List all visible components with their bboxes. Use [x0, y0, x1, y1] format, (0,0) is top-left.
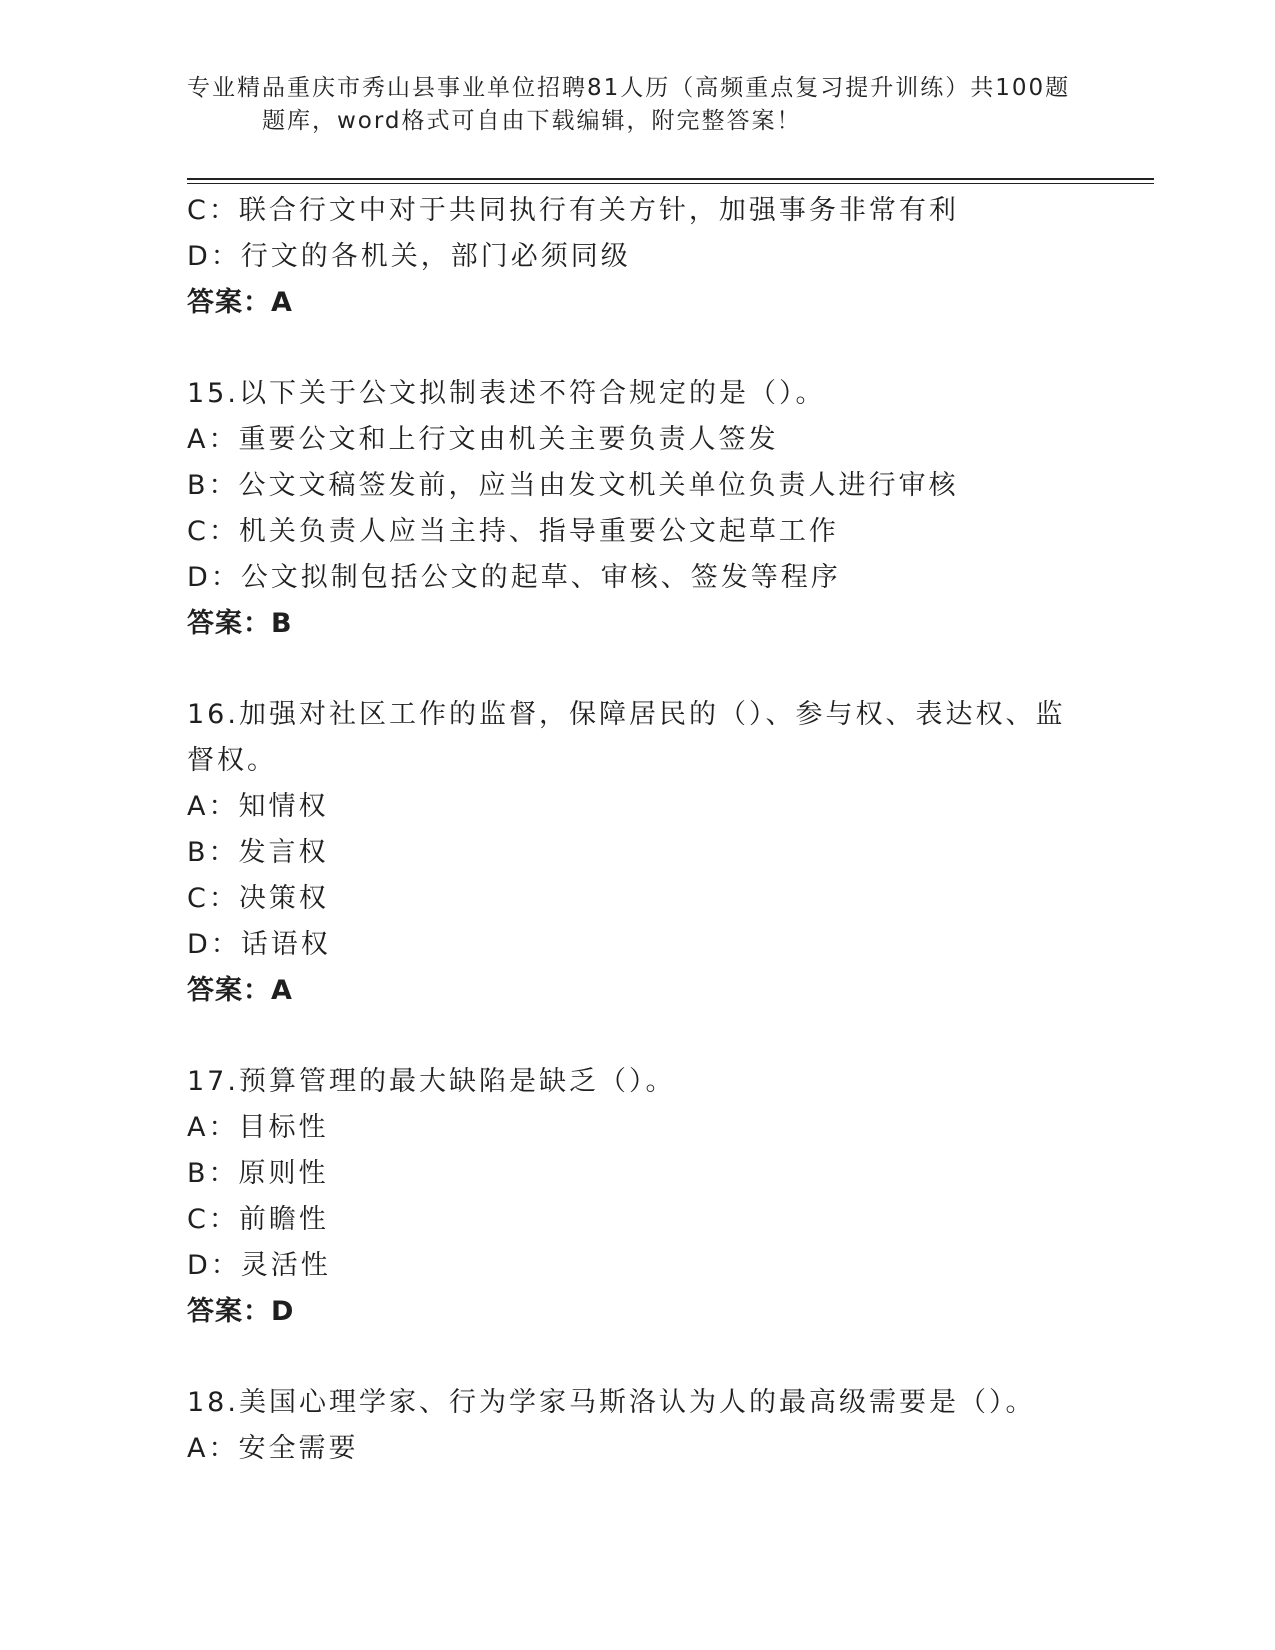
option-c: C：联合行文中对于共同执行有关方针，加强事务非常有利 [187, 195, 959, 226]
question-16 [187, 692, 1087, 1014]
header-title-line-2: 题库，word格式可自由下载编辑，附完整答案！ [262, 108, 802, 134]
option-c: C：前瞻性 [187, 1204, 329, 1235]
option-d: D：行文的各机关，部门必须同级 [187, 241, 631, 272]
option-a: A：安全需要 [187, 1433, 359, 1464]
document-body [187, 188, 1087, 1472]
question-18 [187, 1380, 1087, 1472]
option-a: A：重要公文和上行文由机关主要负责人签发 [187, 424, 779, 455]
option-d: D：灵活性 [187, 1250, 331, 1281]
header-rule-thin [187, 183, 1154, 184]
option-d: D：公文拟制包括公文的起草、审核、签发等程序 [187, 562, 841, 593]
question-stem: 15.以下关于公文拟制表述不符合规定的是（）。 [187, 378, 826, 409]
question-stem: 17.预算管理的最大缺陷是缺乏（）。 [187, 1066, 676, 1097]
answer: 答案：D [187, 1296, 295, 1327]
question-stem: 16.加强对社区工作的监督，保障居民的（）、参与权、表达权、监督权。 [187, 699, 1066, 776]
question-stem: 18.美国心理学家、行为学家马斯洛认为人的最高级需要是（）。 [187, 1387, 1036, 1418]
option-b: B：发言权 [187, 837, 329, 868]
answer: 答案：B [187, 608, 293, 639]
option-b: B：公文文稿签发前，应当由发文机关单位负责人进行审核 [187, 470, 959, 501]
option-d: D：话语权 [187, 929, 331, 960]
document-header [187, 72, 1087, 138]
header-title-line-1: 专业精品重庆市秀山县事业单位招聘81人历（高频重点复习提升训练）共100题 [187, 75, 1071, 101]
option-b: B：原则性 [187, 1158, 329, 1189]
option-c: C：决策权 [187, 883, 329, 914]
header-rule-thick [187, 178, 1154, 180]
question-14-tail [187, 188, 1087, 326]
question-17 [187, 1059, 1087, 1335]
answer: 答案：A [187, 975, 293, 1006]
question-15 [187, 371, 1087, 647]
option-a: A：目标性 [187, 1112, 329, 1143]
option-a: A：知情权 [187, 791, 329, 822]
answer: 答案：A [187, 287, 293, 318]
option-c: C：机关负责人应当主持、指导重要公文起草工作 [187, 516, 839, 547]
